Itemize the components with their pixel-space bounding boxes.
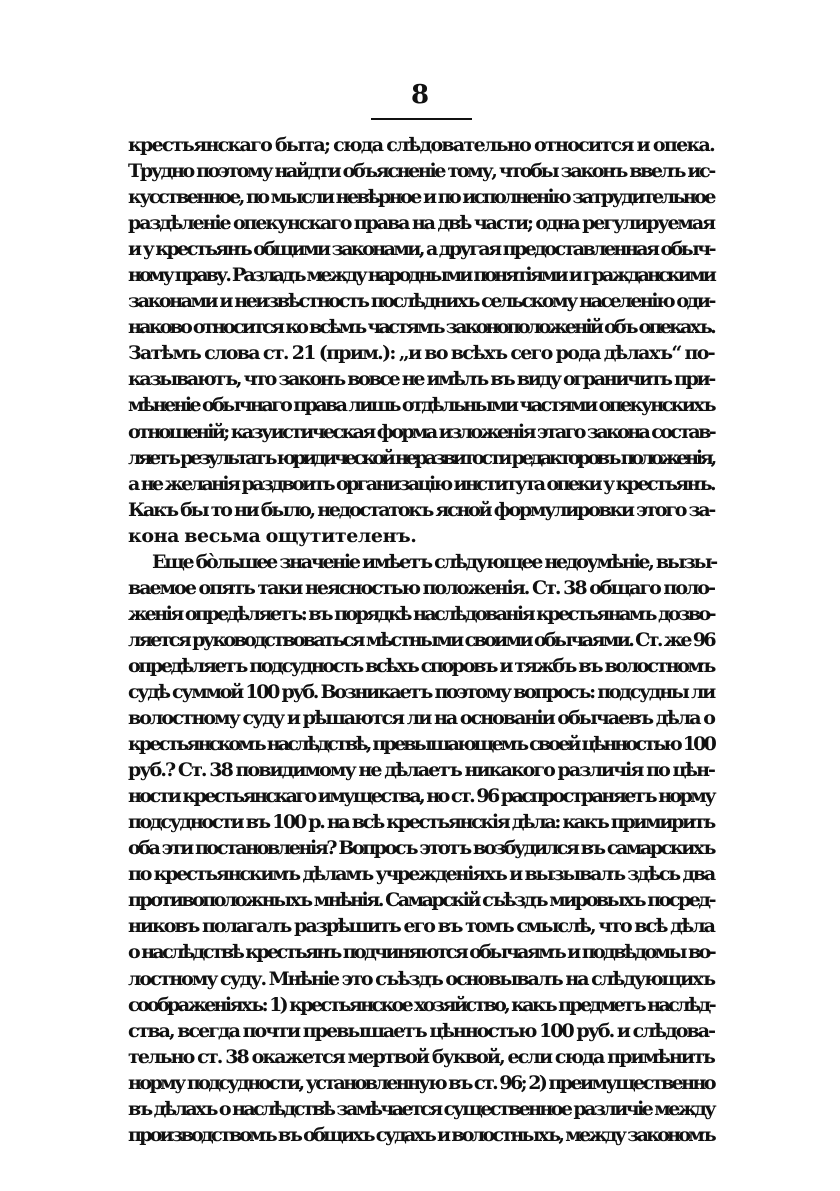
text-line: крестьянскомъ наслѣдствѣ, превышающемъ своей цѣнностью 100 (128, 733, 714, 756)
text-line: законами и неизвѣстность послѣднихъ сельскому населенію оди- (128, 290, 714, 313)
text-line: раздѣленіе опекунскаго права на двѣ части; одна регулируемая (128, 212, 714, 235)
text-line: по крестьянскимъ дѣламъ учрежденіяхъ и вызывалъ здѣсь два (128, 863, 714, 886)
text-line: кона весьма ощутителенъ. (128, 524, 417, 547)
text-line: ному праву. Разладъ между народными понятіями и гражданскими (128, 264, 714, 287)
text-line: ства, всегда почти превышаетъ цѣнностью 100 руб. и слѣдова- (128, 1019, 714, 1042)
text-line: производствомъ въ общихъ судахъ и волостныхъ, между закономъ (128, 1123, 714, 1146)
text-line: норму подсудности, установленную въ ст. 96; 2) преимущественно (128, 1071, 714, 1094)
text-line: казываютъ, что законъ вовсе не имѣлъ въ виду ограничить при- (128, 368, 714, 391)
text-line: ляетъ результатъ юридической неразвитости редакторовъ положенія, (128, 446, 714, 469)
text-line: волостному суду и рѣшаются ли на основаніи обычаевъ дѣла о (128, 707, 714, 730)
text-line: оба эти постановленія? Вопросъ этотъ возбудился въ самарскихъ (128, 837, 714, 860)
body-text (128, 132, 714, 1148)
paragraph-1 (128, 132, 714, 549)
text-line: о наслѣдствѣ крестьянъ подчиняются обычаямъ и подвѣдомы во- (128, 941, 714, 964)
text-line: Затѣмъ слова ст. 21 (прим.): „и во всѣхъ сего рода дѣлахъ“ по- (128, 342, 714, 365)
text-line: никовъ полагалъ разрѣшить его въ томъ смыслѣ, что всѣ дѣла (128, 915, 714, 938)
text-line: а не желанія раздвоить организацію института опеки у крестьянъ. (128, 472, 714, 495)
text-line: тельно ст. 38 окажется мертвой буквой, если сюда примѣнить (128, 1045, 714, 1068)
text-line: лостному суду. Мнѣніе это съѣздъ основывалъ на слѣдующихъ (128, 967, 714, 990)
text-line: руб.? Ст. 38 повидимому не дѣлаетъ никакого различія по цѣн- (128, 759, 714, 782)
text-line: подсудности въ 100 р. на всѣ крестьянскія дѣла: какъ примирить (128, 811, 714, 834)
text-line: наково относится ко всѣмъ частямъ законоположеній объ опекахъ. (128, 316, 714, 339)
text-line: въ дѣлахъ о наслѣдствѣ замѣчается существенное различіе между (128, 1097, 714, 1120)
text-line: опредѣляетъ подсудность всѣхъ споровъ и тяжбъ въ волостномъ (128, 654, 714, 677)
text-line: ности крестьянскаго имущества, но ст. 96 распространяетъ норму (128, 785, 714, 808)
text-line: Трудно поэтому найдти объясненіе тому, чтобы законъ ввелъ ис- (128, 160, 714, 183)
text-line: женія опредѣляетъ: въ порядкѣ наслѣдованія крестьянамъ дозво- (128, 602, 714, 625)
text-line: соображеніяхъ: 1) крестьянское хозяйство, какъ предметъ наслѣд- (128, 993, 714, 1016)
header-rule (371, 118, 472, 120)
text-line: ляется руководствоваться мѣстными своими обычаями. Ст. же 96 (128, 628, 714, 651)
text-line: судѣ суммой 100 руб. Возникаетъ поэтому вопросъ: подсудны ли (128, 680, 714, 703)
paragraph-2 (128, 549, 714, 1148)
text-line: мѣненіе обычнаго права лишь отдѣльными частями опекунскихъ (128, 394, 714, 417)
text-line: кусственное, по мысли невѣрное и по исполненію затрудительное (128, 186, 714, 209)
text-line: крестьянскаго быта; сюда слѣдовательно относится и опека. (128, 134, 714, 156)
text-line: и у крестьянъ общими законами, а другая предоставленная обыч- (128, 238, 714, 261)
page-number: 8 (410, 80, 430, 110)
text-line: отношеній; казуистическая форма изложенія этаго закона состав- (128, 420, 714, 443)
text-line: ваемое опять таки неясностью положенія. Ст. 38 общаго поло- (128, 576, 714, 599)
text-line: Еще бо̀льшее значеніе имѣетъ слѣдующее недоумѣніе, вызы- (152, 550, 716, 573)
text-line: Какъ бы то ни было, недостатокъ ясной формулировки этого за- (128, 498, 714, 521)
text-line: противоположныхъ мнѣнія. Самарскій съѣздъ мировыхъ посред- (128, 889, 714, 912)
